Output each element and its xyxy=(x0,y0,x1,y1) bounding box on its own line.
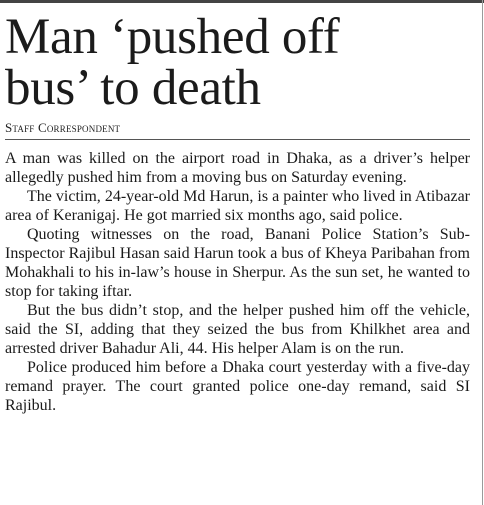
paragraph-2: The victim, 24-year-old Md Harun, is a painter who lived in Atibazar area of Keranigaj. He got married six months ago, said police. xyxy=(5,188,470,224)
paragraph-3: Quoting witnesses on the road, Banani Police Station’s Sub-Inspector Rajibul Hasan said Harun took a bus of Kheya Paribahan from Mohakhali to his in-law’s house in Sherpur. As the sun set, he wanted to stop for taking iftar. xyxy=(5,226,470,300)
byline: Staff Correspondent xyxy=(5,121,470,140)
top-rule xyxy=(0,0,484,3)
paragraph-5: Police produced him before a Dhaka court yesterday with a five-day remand prayer. The court granted police one-day remand, said SI Rajibul. xyxy=(5,359,470,414)
column-divider xyxy=(482,0,483,505)
news-article xyxy=(5,9,470,415)
headline-line-1: Man ‘pushed off xyxy=(5,9,340,65)
paragraph-1: A man was killed on the airport road in Dhaka, as a driver’s helper allegedly pushed him from a moving bus on Saturday evening. xyxy=(5,150,470,186)
paragraph-4: But the bus didn’t stop, and the helper pushed him off the vehicle, said the SI, adding that they seized the bus from Khilkhet area and arrested driver Bahadur Ali, 44. His helper Alam is on the run. xyxy=(5,302,470,357)
article-body xyxy=(5,149,470,415)
headline xyxy=(5,9,470,116)
headline-line-2: bus’ to death xyxy=(5,60,261,116)
